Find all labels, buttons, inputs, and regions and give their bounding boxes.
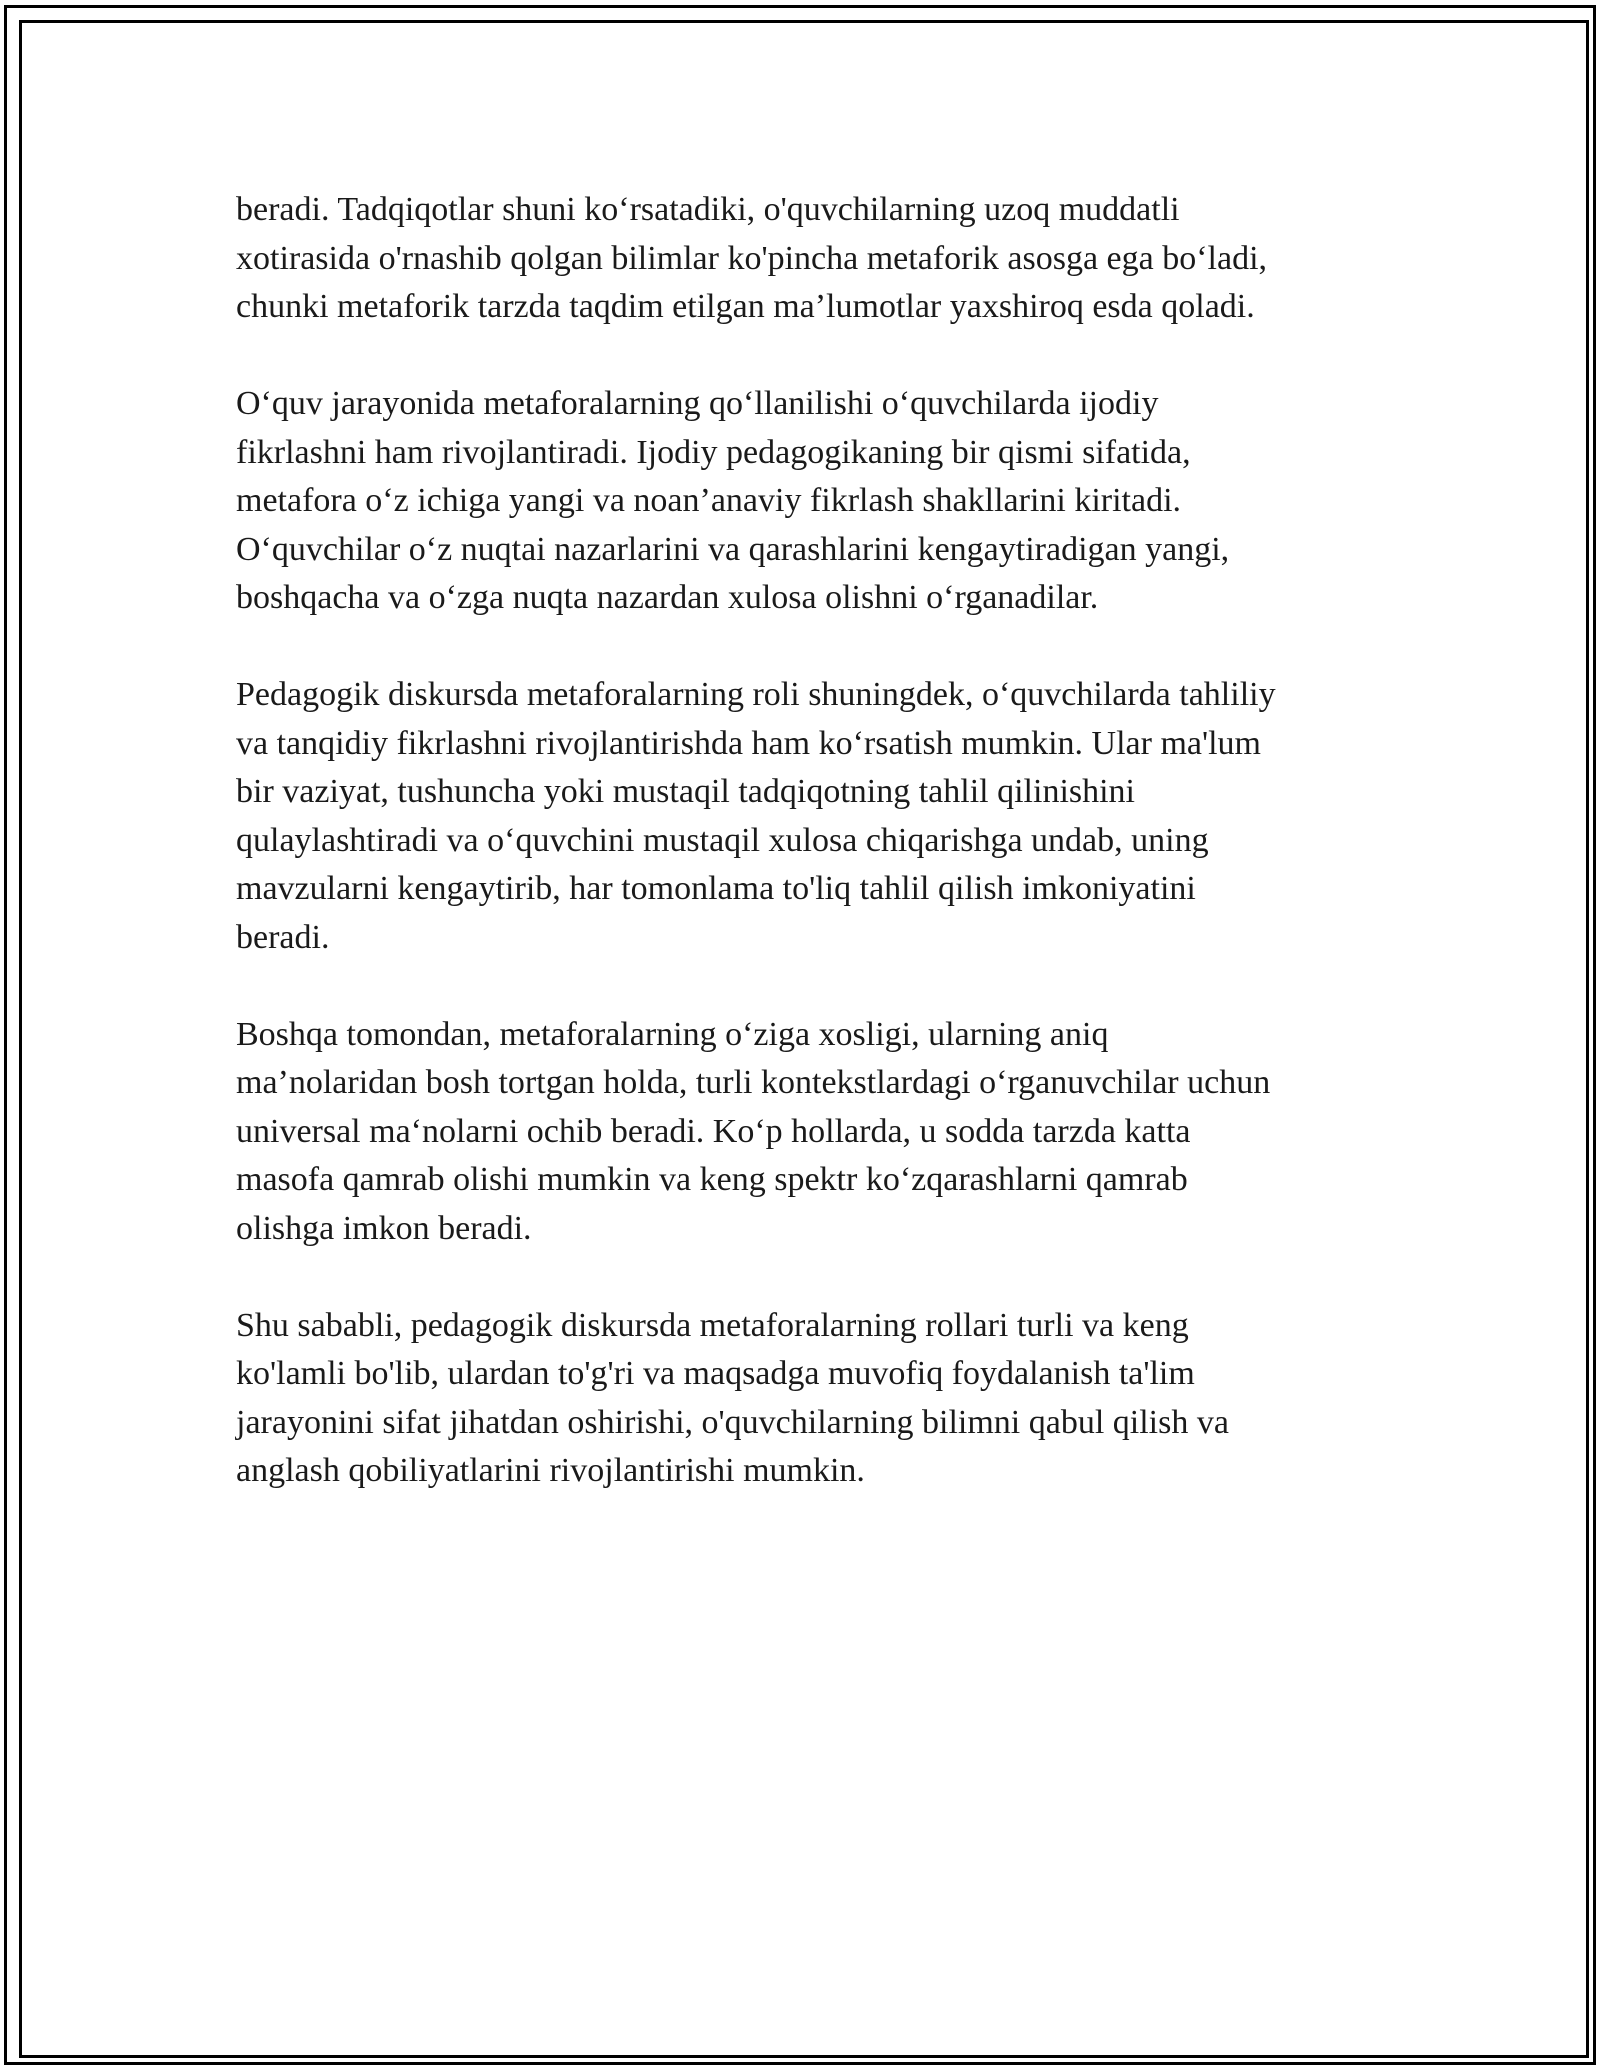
- document-body: [236, 186, 1366, 1496]
- paragraph-4: Boshqa tomondan, metaforalarning o‘ziga xosligi, ularning aniq ma’nolaridan bosh tortgan holda, turli kontekstlardagi o‘rganuvchilar uchun universal ma‘nolarni ochib beradi. Ko‘p hollarda, u sodda tarzda katta masofa qamrab olishi mumkin va keng spektr ko‘zqarashlarni qamrab olishga imkon beradi.: [236, 1015, 1271, 1247]
- paragraph-1: beradi. Tadqiqotlar shuni ko‘rsatadiki, o'quvchilarning uzoq muddatli xotirasida o'rnashib qolgan bilimlar ko'pincha metaforik asosga ega bo‘ladi, chunki metaforik tarzda taqdim etilgan ma’lumotlar yaxshiroq esda qoladi.: [236, 191, 1268, 325]
- paragraph-3: Pedagogik diskursda metaforalarning roli shuningdek, o‘quvchilarda tahliliy va tanqidiy fikrlashni rivojlantirishda ham ko‘rsatish mumkin. Ular ma'lum bir vaziyat, tushuncha yoki mustaqil tadqiqotning tahlil qilinishini qulaylashtiradi va o‘quvchini mustaqil xulosa chiqarishga undab, uning mavzularni kengaytirib, har tomonlama to'liq tahlil qilish imkoniyatini beradi.: [236, 676, 1276, 956]
- paragraph-2: O‘quv jarayonida metaforalarning qo‘llanilishi o‘quvchilarda ijodiy fikrlashni ham rivojlantiradi. Ijodiy pedagogikaning bir qismi sifatida, metafora o‘z ichiga yangi va noan’anaviy fikrlash shakllarini kiritadi. O‘quvchilar o‘z nuqtai nazarlarini va qarashlarini kengaytiradigan yangi, boshqacha va o‘zga nuqta nazardan xulosa olishni o‘rganadilar.: [236, 385, 1230, 616]
- paragraph-5: Shu sababli, pedagogik diskursda metaforalarning rollari turli va keng ko'lamli bo'lib, ulardan to'g'ri va maqsadga muvofiq foydalanish ta'lim jarayonini sifat jihatdan oshirishi, o'quvchilarning bilimni qabul qilish va anglash qobiliyatlarini rivojlantirishi mumkin.: [236, 1306, 1229, 1489]
